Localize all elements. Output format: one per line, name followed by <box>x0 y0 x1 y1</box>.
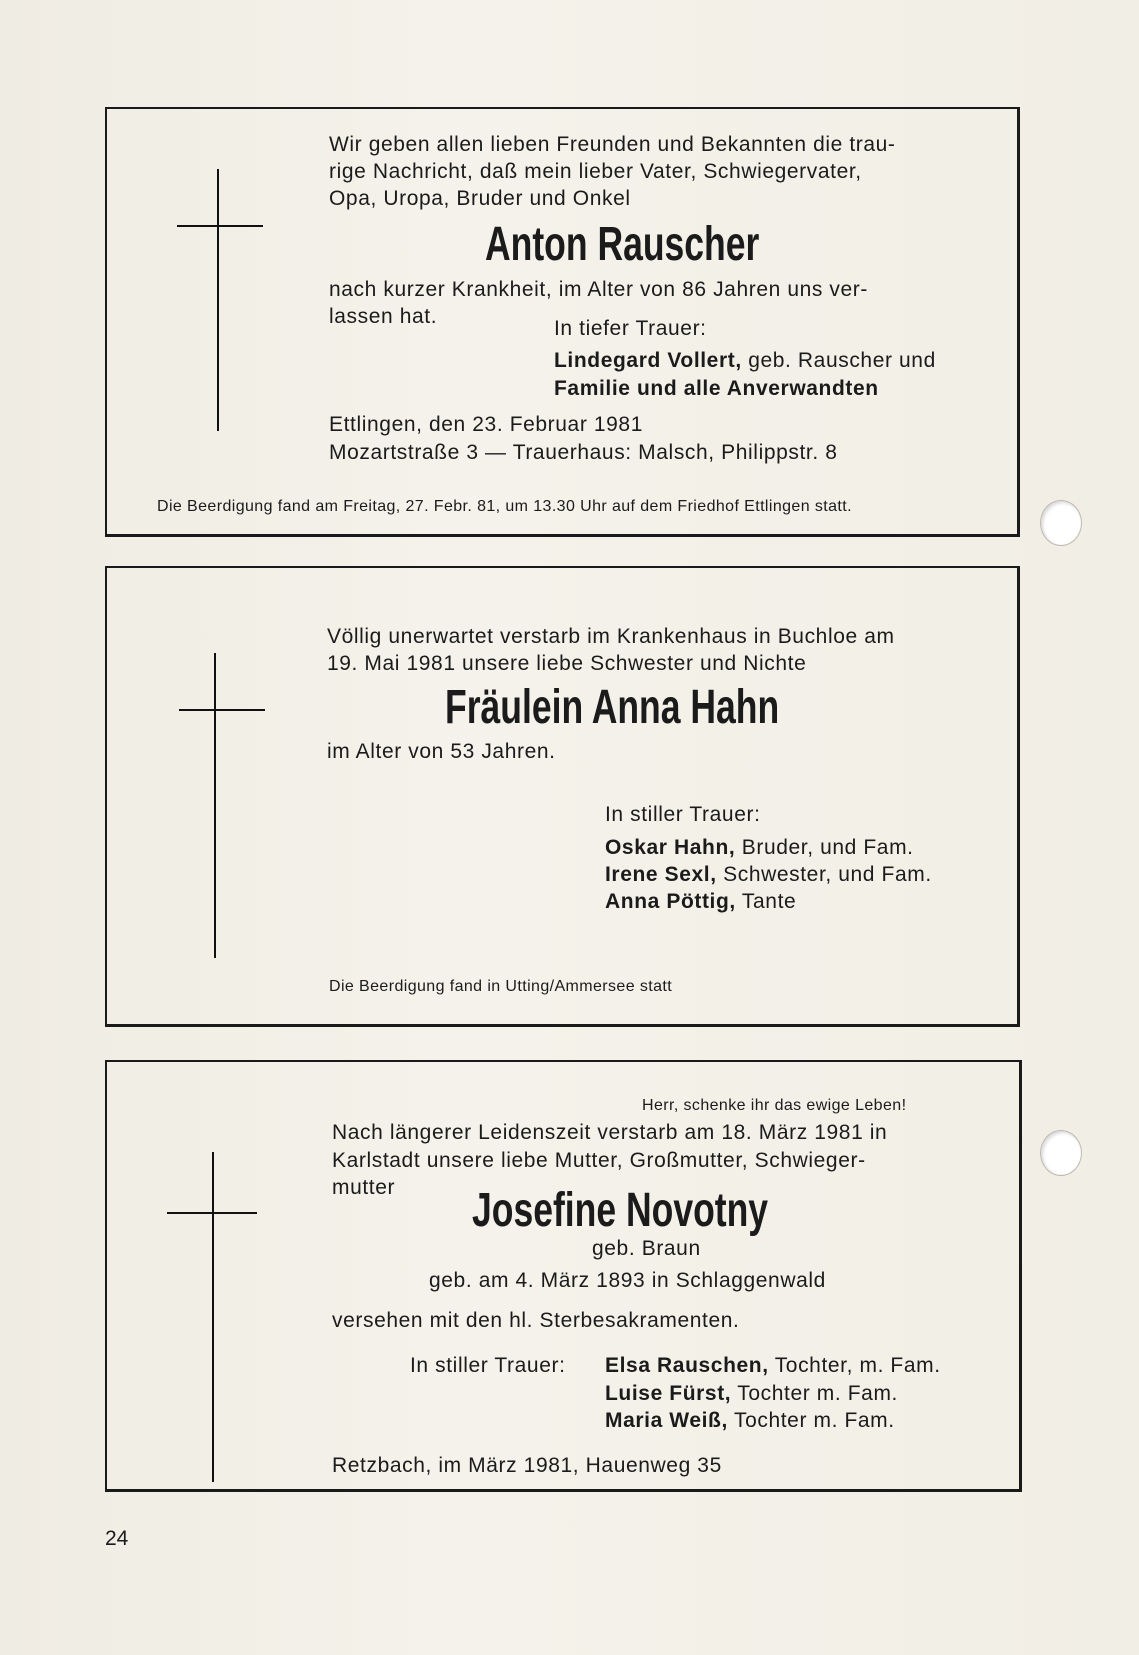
punch-hole <box>1040 500 1082 546</box>
mourning-label: In stiller Trauer: <box>410 1354 566 1377</box>
deceased-name: Josefine Novotny <box>472 1184 769 1237</box>
mourner: Familie und alle Anverwandten <box>554 377 879 400</box>
obituary-anton-rauscher <box>105 107 1020 537</box>
page-number: 24 <box>105 1527 129 1550</box>
mourner: Lindegard Vollert, geb. Rauscher und <box>554 349 936 372</box>
obituary-josefine-novotny <box>105 1060 1022 1492</box>
text-line: nach kurzer Krankheit, im Alter von 86 Jahren uns ver- <box>329 278 868 301</box>
mourner: Maria Weiß, Tochter m. Fam. <box>605 1409 895 1432</box>
mourner: Irene Sexl, Schwester, und Fam. <box>605 863 932 886</box>
sacraments: versehen mit den hl. Sterbesakramenten. <box>332 1309 740 1332</box>
funeral-info: Die Beerdigung fand in Utting/Ammersee statt <box>329 978 673 995</box>
intro-line: rige Nachricht, daß mein lieber Vater, Schwiegervater, <box>329 160 862 183</box>
intro-line: mutter <box>332 1176 396 1199</box>
address: Mozartstraße 3 — Trauerhaus: Malsch, Philippstr. 8 <box>329 441 838 464</box>
intro-line: Völlig unerwartet verstarb im Krankenhaus in Buchloe am <box>327 625 895 648</box>
intro-line: Karlstadt unsere liebe Mutter, Großmutter, Schwieger- <box>332 1149 866 1172</box>
birth-info: geb. am 4. März 1893 in Schlaggenwald <box>429 1269 826 1292</box>
deceased-name: Fräulein Anna Hahn <box>445 681 780 734</box>
born-name: geb. Braun <box>592 1237 701 1260</box>
place-date: Retzbach, im März 1981, Hauenweg 35 <box>332 1454 722 1477</box>
deceased-name: Anton Rauscher <box>485 218 760 271</box>
place-date: Ettlingen, den 23. Februar 1981 <box>329 413 643 436</box>
punch-hole <box>1040 1130 1082 1176</box>
text-line: lassen hat. <box>329 305 438 328</box>
mourner: Oskar Hahn, Bruder, und Fam. <box>605 836 914 859</box>
mourner: Anna Pöttig, Tante <box>605 890 797 913</box>
intro-line: Wir geben allen lieben Freunden und Bekannten die trau- <box>329 133 896 156</box>
mourner: Luise Fürst, Tochter m. Fam. <box>605 1382 898 1405</box>
intro-line: Opa, Uropa, Bruder und Onkel <box>329 187 631 210</box>
funeral-info: Die Beerdigung fand am Freitag, 27. Febr. 81, um 13.30 Uhr auf dem Friedhof Ettlingen statt. <box>157 498 852 515</box>
mourner: Elsa Rauschen, Tochter, m. Fam. <box>605 1354 941 1377</box>
motto: Herr, schenke ihr das ewige Leben! <box>642 1097 907 1114</box>
age: im Alter von 53 Jahren. <box>327 740 556 763</box>
mourning-label: In stiller Trauer: <box>605 803 761 826</box>
obituary-anna-hahn <box>105 566 1020 1027</box>
mourning-label: In tiefer Trauer: <box>554 317 707 340</box>
intro-line: Nach längerer Leidenszeit verstarb am 18. März 1981 in <box>332 1121 888 1144</box>
intro-line: 19. Mai 1981 unsere liebe Schwester und Nichte <box>327 652 807 675</box>
